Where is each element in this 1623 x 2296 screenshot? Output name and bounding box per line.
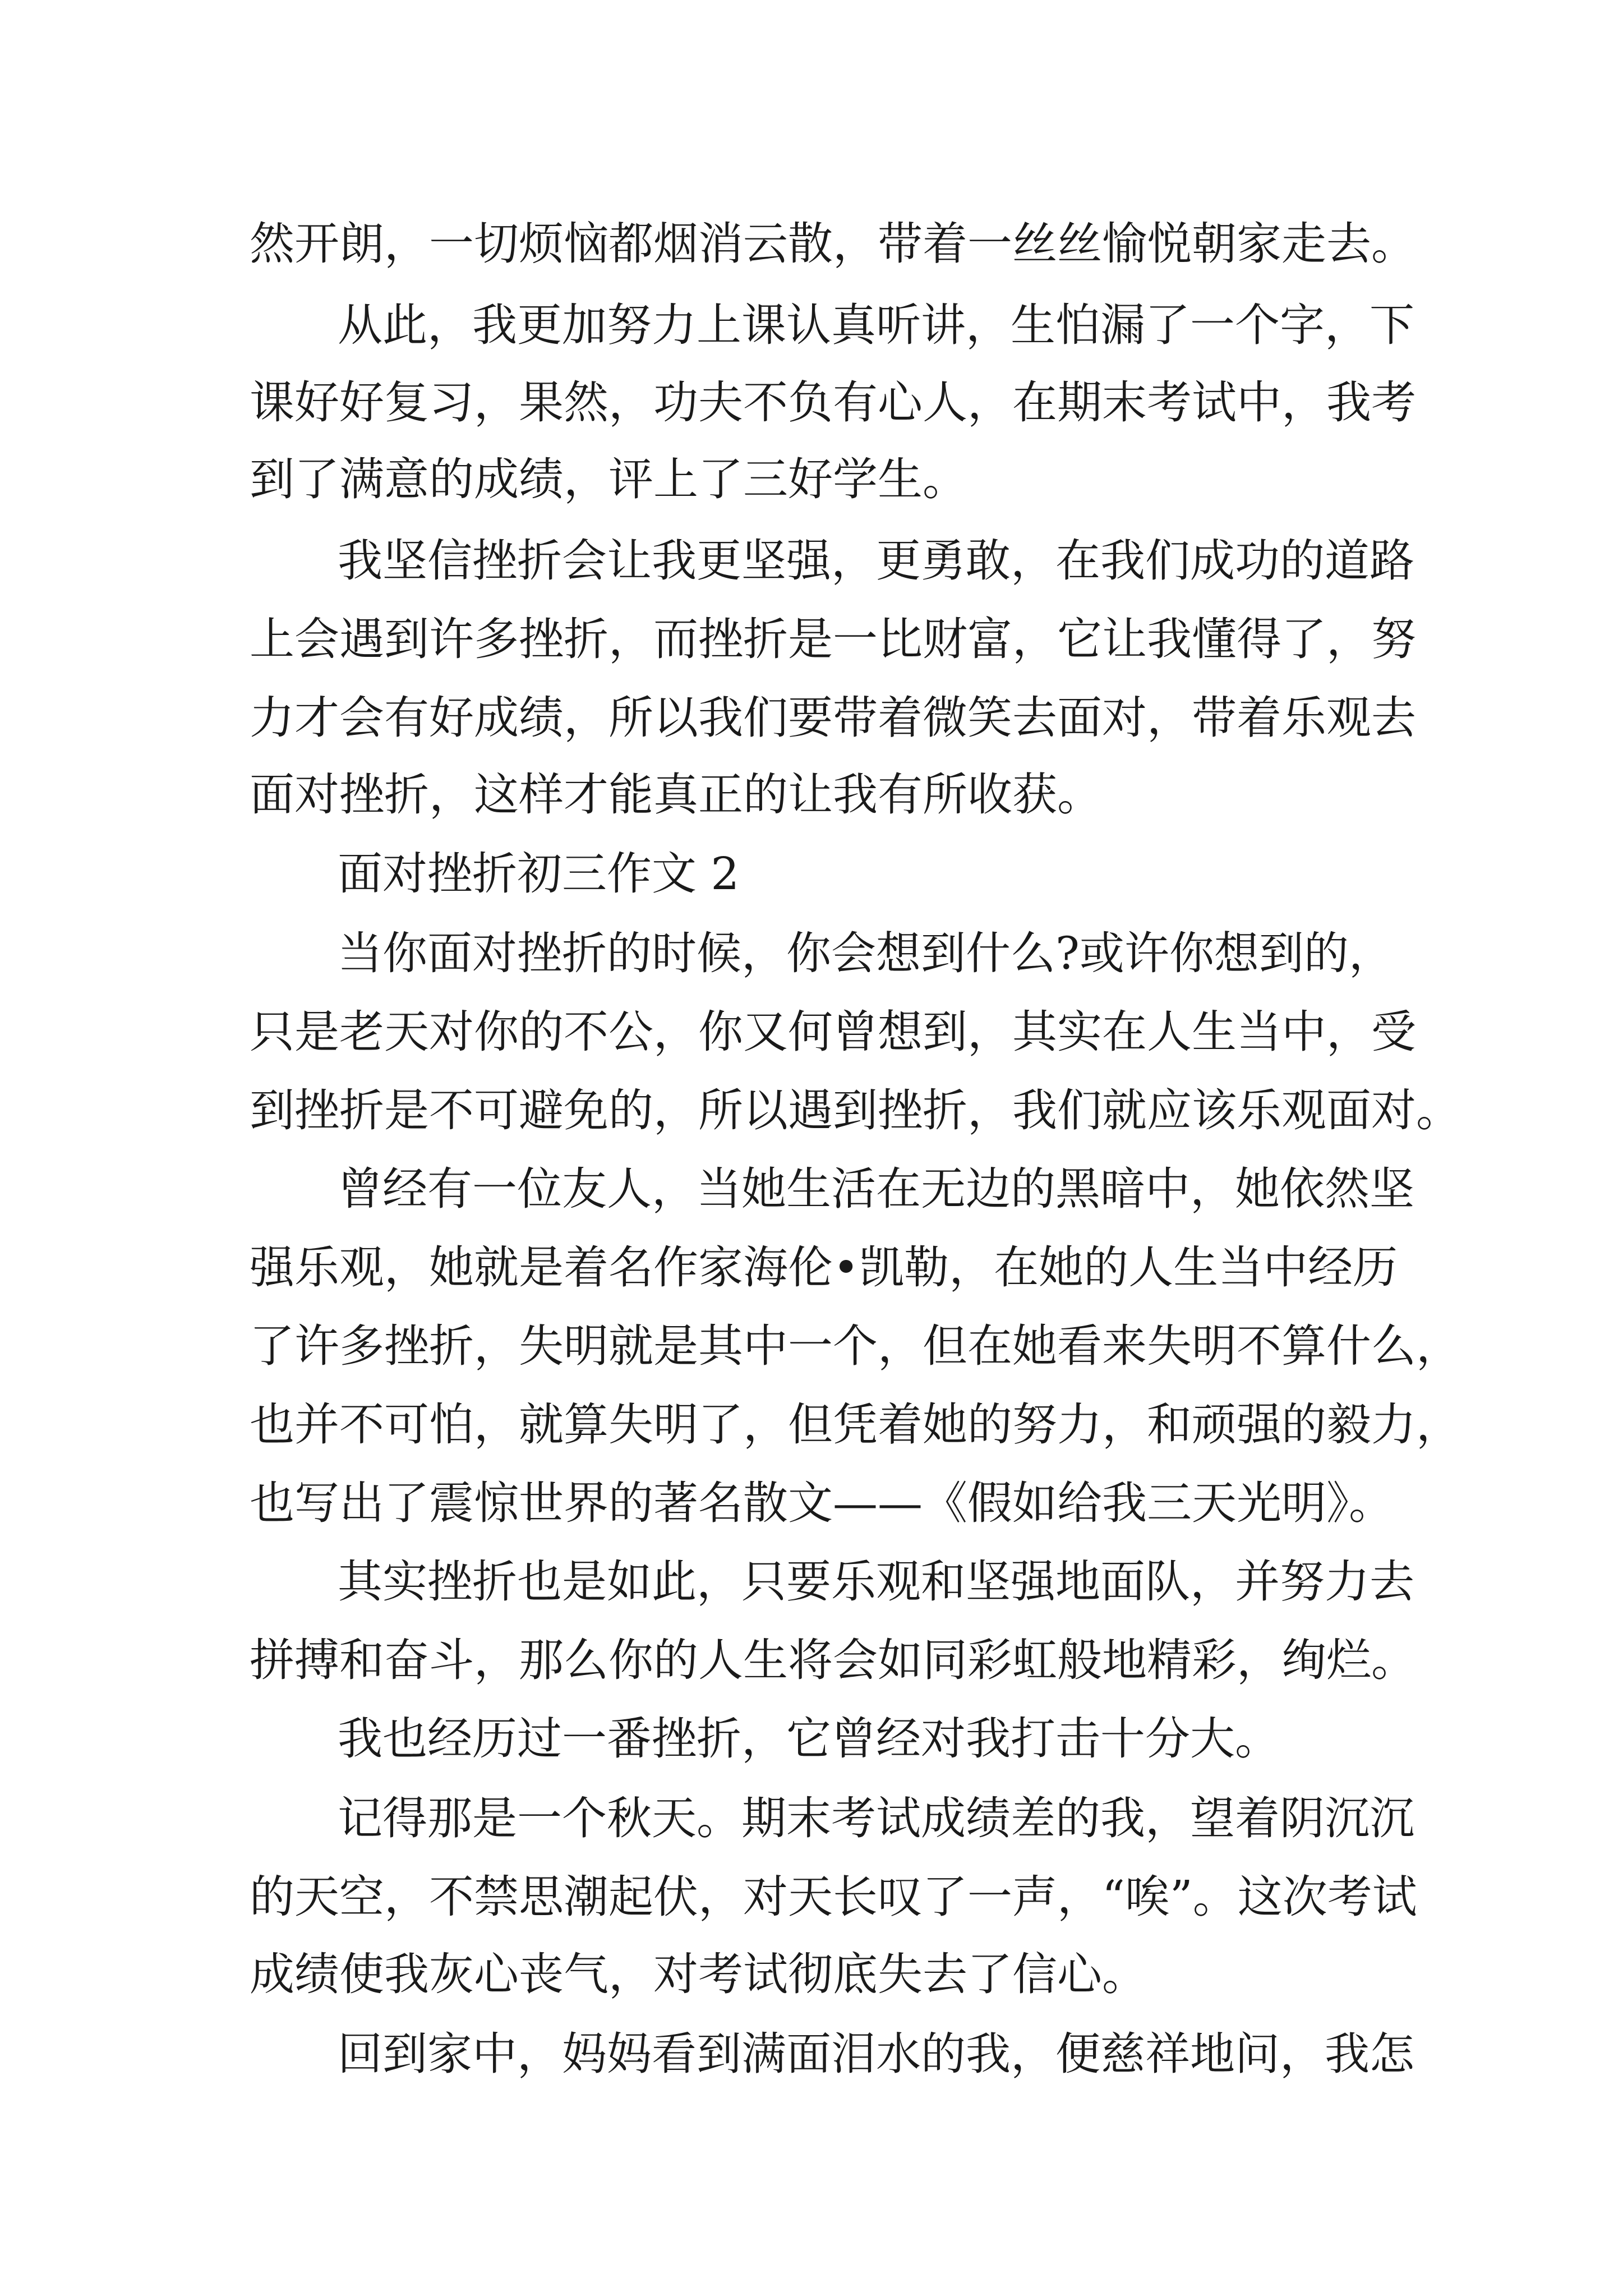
text-line: 回到家中，妈妈看到满面泪水的我，便慈祥地问，我怎 [338, 2028, 1414, 2080]
text-line: 上会遇到许多挫折，而挫折是一比财富，它让我懂得了，努 [250, 613, 1416, 665]
text-line: 的天空，不禁思潮起伏，对天长叹了一声，“唉”。这次考试 [250, 1871, 1417, 1923]
text-line: 力才会有好成绩，所以我们要带着微笑去面对，带着乐观去 [250, 692, 1416, 744]
text-line: 然开朗，一切烦恼都烟消云散，带着一丝丝愉悦朝家走去。 [250, 218, 1416, 270]
text-line: 只是老天对你的不公，你又何曾想到，其实在人生当中，受 [250, 1006, 1416, 1058]
text-line: 我也经历过一番挫折，它曾经对我打击十分大。 [338, 1713, 1280, 1765]
text-line: 面对挫折，这样才能真正的让我有所收获。 [250, 769, 1102, 821]
text-line: 当你面对挫折的时候，你会想到什么?或许你想到的， [338, 927, 1394, 979]
text-line: 强乐观，她就是着名作家海伦•凯勒，在她的人生当中经历 [250, 1241, 1398, 1294]
text-line: 记得那是一个秋天。期末考试成绩差的我，望着阴沉沉 [338, 1792, 1414, 1844]
text-line: 了许多挫折，失明就是其中一个，但在她看来失明不算什么， [250, 1320, 1461, 1372]
text-line: 从此，我更加努力上课认真听讲，生怕漏了一个字，下 [338, 299, 1414, 351]
text-line: 课好好复习，果然，功夫不负有心人，在期末考试中，我考 [250, 376, 1416, 429]
text-line: 成绩使我灰心丧气，对考试彻底失去了信心。 [250, 1948, 1147, 2000]
text-line: 到挫折是不可避免的，所以遇到挫折，我们就应该乐观面对。 [250, 1084, 1461, 1137]
text-line: 曾经有一位友人，当她生活在无边的黑暗中，她依然坚 [338, 1163, 1414, 1215]
text-line: 到了满意的成绩，评上了三好学生。 [250, 453, 967, 505]
section-heading: 面对挫折初三作文 2 [338, 848, 740, 900]
text-line: 其实挫折也是如此，只要乐观和坚强地面队，并努力去 [338, 1556, 1414, 1608]
text-line: 也写出了震惊世界的著名散文——《假如给我三天光明》。 [250, 1477, 1394, 1529]
text-line: 我坚信挫折会让我更坚强，更勇敢，在我们成功的道路 [338, 535, 1414, 587]
text-line: 也并不可怕，就算失明了，但凭着她的努力，和顽强的毅力， [250, 1398, 1461, 1451]
text-line: 拼搏和奋斗，那么你的人生将会如同彩虹般地精彩，绚烂。 [250, 1634, 1416, 1686]
